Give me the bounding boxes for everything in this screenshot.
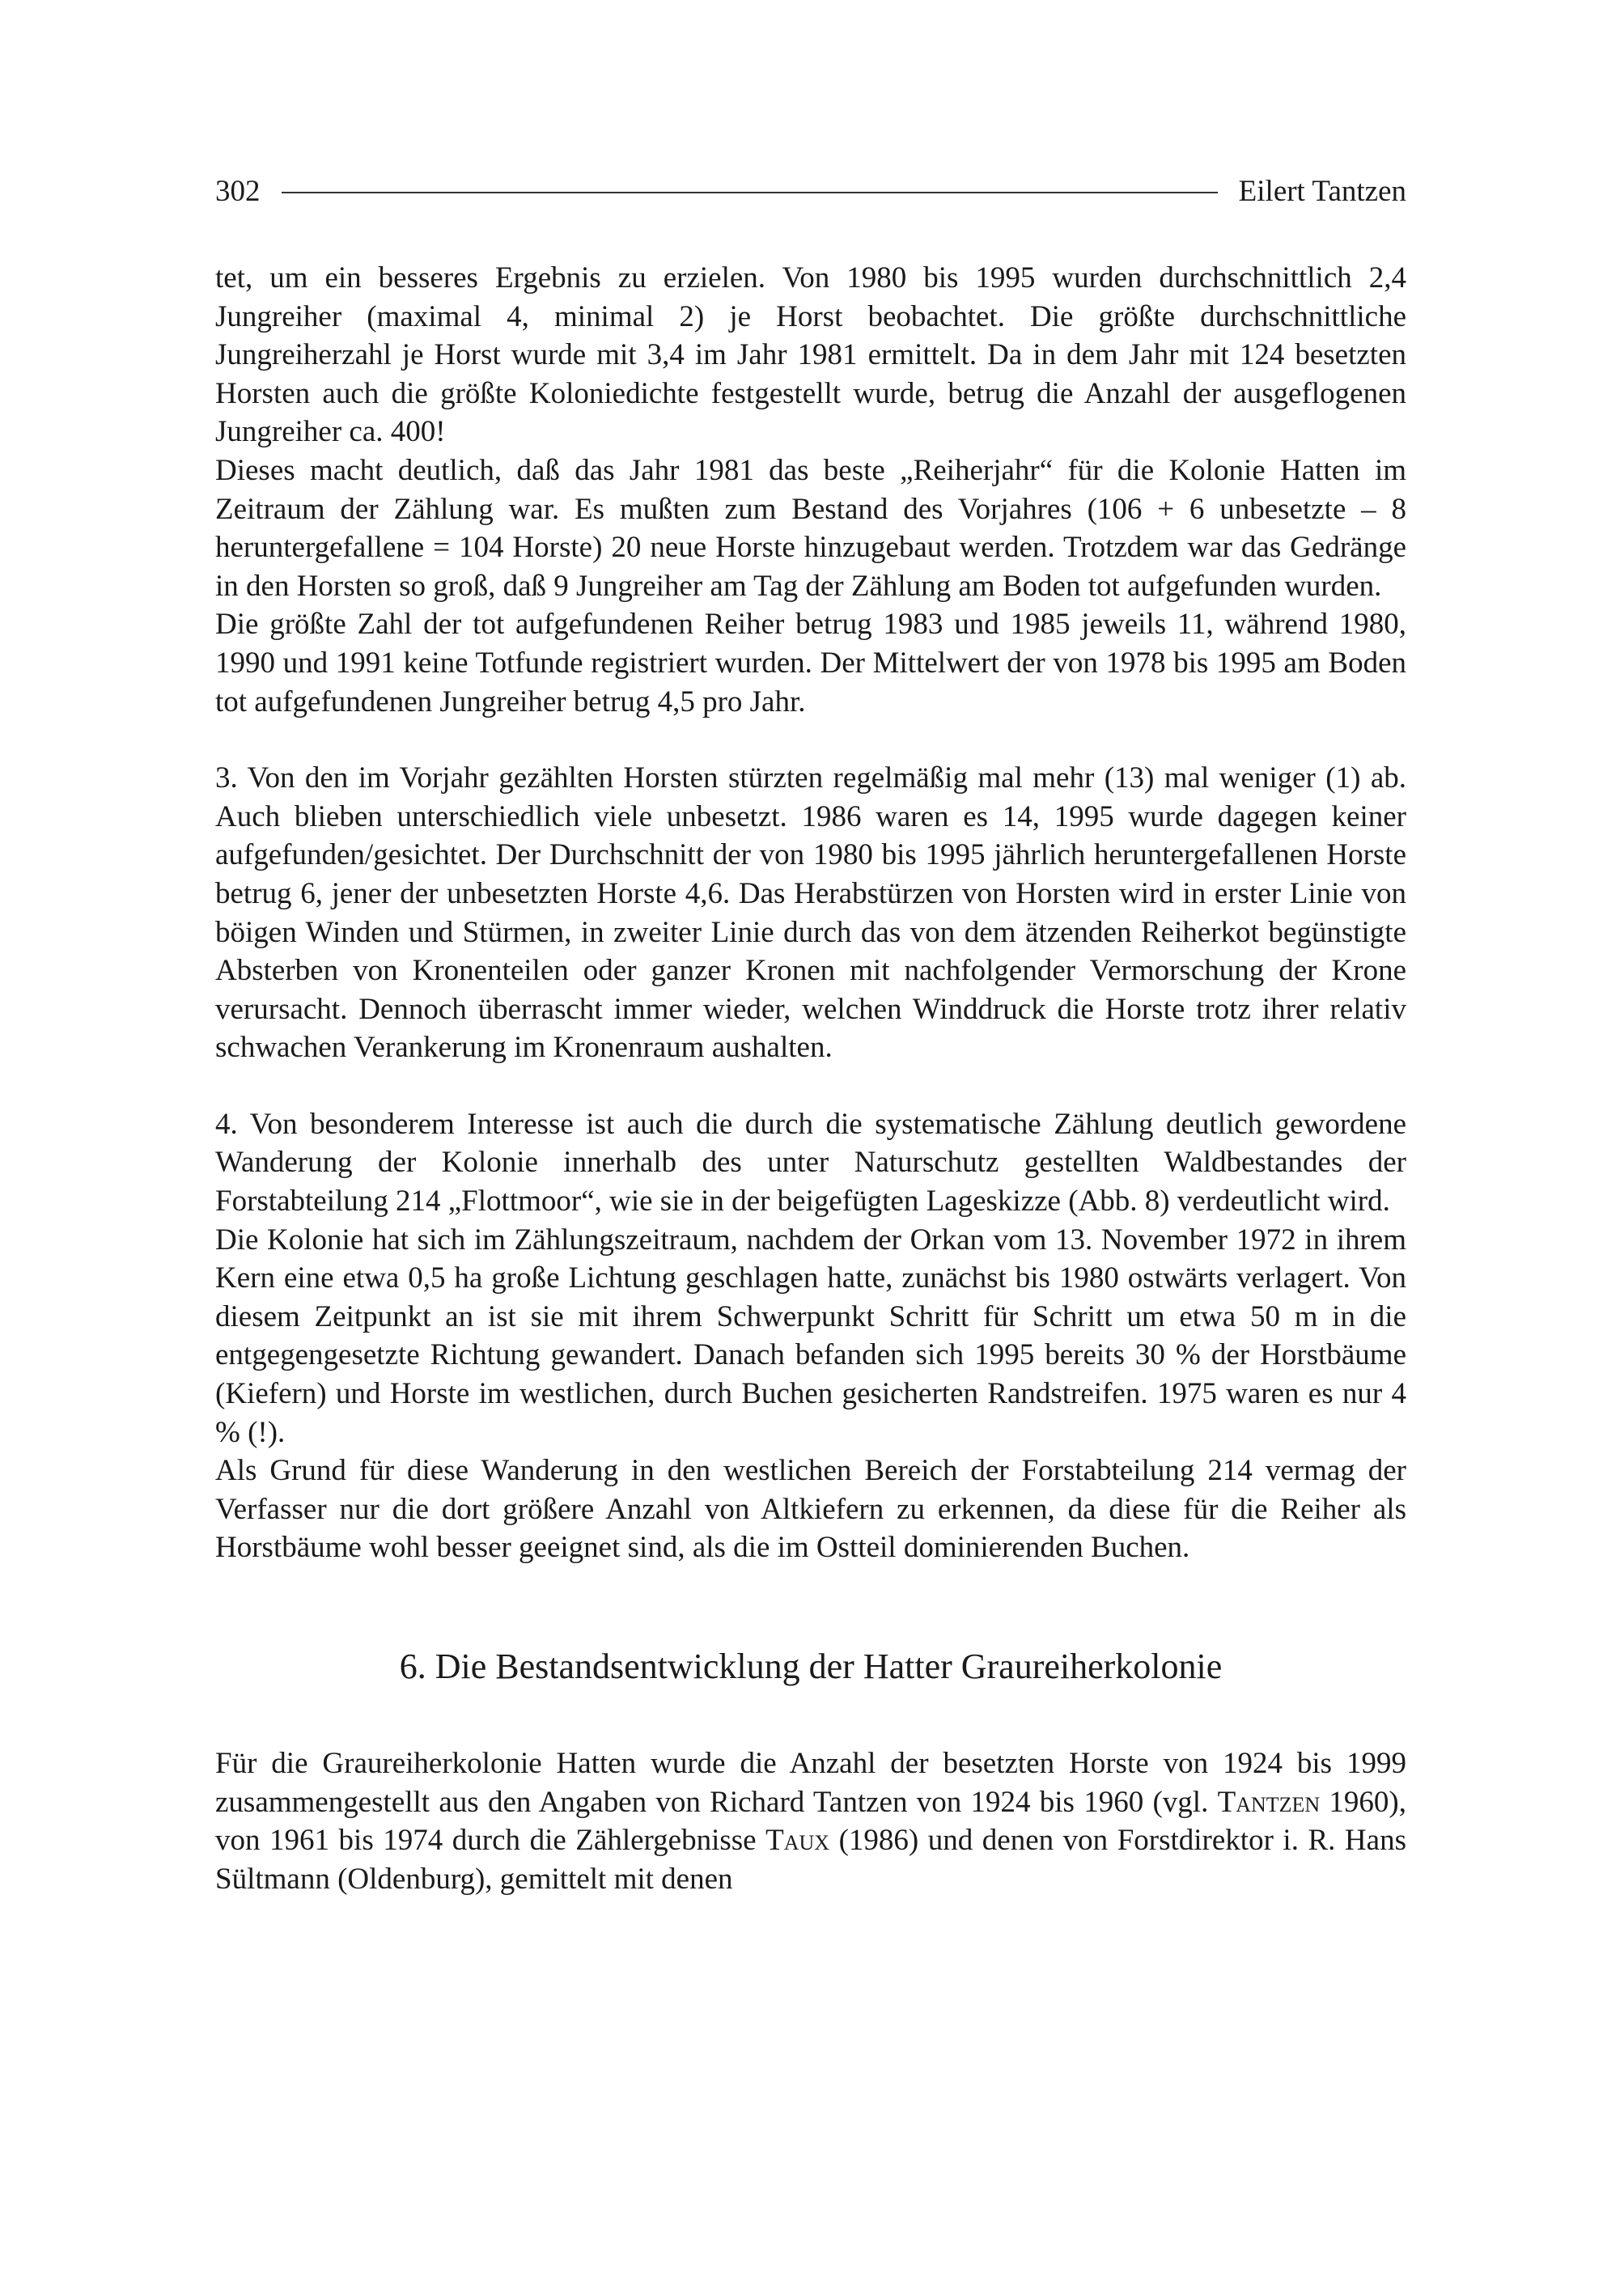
- body-text: [215, 259, 1406, 1898]
- paragraph-point-3: 3. Von den im Vorjahr gezählten Horsten stürzten regelmäßig mal mehr (13) mal weniger (1) ab. Auch blieben unterschiedlich viele unbesetzt. 1986 waren es 14, 1995 wurde dagegen keiner aufgefunden/gesichtet. Der Durchschnitt der von 1980 bis 1995 jährlich heruntergefallenen Horste betrug 6, jener der unbesetzten Horste 4,6. Das Herabstürzen von Horsten wird in erster Linie von böigen Winden und Stürmen, in zweiter Linie durch das von dem ätzenden Reiherkot begünstigte Absterben von Kronenteilen oder ganzer Kronen mit nachfolgender Vermorschung der Krone verursacht. Dennoch überrascht immer wieder, welchen Winddruck die Horste trotz ihrer relativ schwachen Verankerung im Kronenraum aushalten.: [215, 761, 1406, 1065]
- paragraph-6: Als Grund für diese Wanderung in den westlichen Bereich der Forstabteilung 214 vermag der Verfasser nur die dort größere Anzahl von Altkiefern zu erkennen, da diese für die Reiher als Horstbäume wohl besser geeignet sind, als die im Ostteil dominierenden Buchen.: [215, 1454, 1406, 1565]
- paragraph-point-4: 4. Von besonderem Interesse ist auch die durch die systematische Zählung deutlich gewordene Wanderung der Kolonie innerhalb des unter Naturschutz gestellten Waldbestandes der Forstabteilung 214 „Flottmoor“, wie sie in der beigefügten Lageskizze (Abb. 8) verdeutlicht wird.: [215, 1107, 1406, 1219]
- section-heading: 6. Die Bestandsentwicklung der Hatter Graureiherkolonie: [399, 1647, 1223, 1686]
- running-header: [215, 168, 1406, 214]
- page-number: 302: [215, 174, 261, 208]
- running-head-author: Eilert Tantzen: [1238, 174, 1406, 208]
- section-text-3: (1986) und denen von Forstdirektor i. R. Hans Sültmann (Oldenburg), gemittelt mit denen: [215, 1824, 1406, 1896]
- paragraph-5: Die Kolonie hat sich im Zählungszeitraum, nachdem der Orkan vom 13. November 1972 in ihrem Kern eine etwa 0,5 ha große Lichtung geschlagen hatte, zunächst bis 1980 ostwärts verlagert. Von diesem Zeitpunkt an ist sie mit ihrem Schwerpunkt Schritt für Schritt um etwa 50 m in die entgegengesetzte Richtung gewandert. Danach befanden sich 1995 bereits 30 % der Horstbäume (Kiefern) und Horste im westlichen, durch Buchen gesicherten Randstreifen. 1975 waren es nur 4 % (!).: [215, 1223, 1406, 1449]
- header-rule: [282, 192, 1218, 193]
- paragraph-1: tet, um ein besseres Ergebnis zu erzielen. Von 1980 bis 1995 wurden durchschnittlich 2,4 Jungreiher (maximal 4, minimal 2) je Horst beobachtet. Die größte durchschnittliche Jungreiherzahl je Horst wurde mit 3,4 im Jahr 1981 ermittelt. Da in dem Jahr mit 124 besetzten Horsten auch die größte Koloniedichte festgestellt wurde, betrug die Anzahl der ausgeflogenen Jungreiher ca. 400!: [215, 261, 1406, 449]
- section-text-1: Für die Graureiherkolonie Hatten wurde die Anzahl der besetzten Horste von 1924 bis 1999 zusammengestellt aus den Angaben von Richard Tantzen von 1924 bis 1960 (vgl.: [215, 1747, 1406, 1819]
- section-text-2: 1960), von 1961 bis 1974 durch die Zählergebnisse: [215, 1785, 1407, 1858]
- paragraph-2: Dieses macht deutlich, daß das Jahr 1981 das beste „Reiherjahr“ für die Kolonie Hatten im Zeitraum der Zählung war. Es mußten zum Bestand des Vorjahres (106 + 6 unbesetzte – 8 heruntergefallene = 104 Horste) 20 neue Horste hinzugebaut werden. Trotzdem war das Gedränge in den Horsten so groß, daß 9 Jungreiher am Tag der Zählung am Boden tot aufgefunden wurden.: [215, 453, 1406, 603]
- citation-taux: Taux: [765, 1824, 830, 1858]
- paragraph-3: Die größte Zahl der tot aufgefundenen Reiher betrug 1983 und 1985 jeweils 11, während 1980, 1990 und 1991 keine Totfunde registriert wurden. Der Mittelwert der von 1978 bis 1995 am Boden tot aufgefundenen Jungreiher betrug 4,5 pro Jahr.: [215, 608, 1406, 718]
- section-paragraph: [215, 1744, 1406, 1898]
- citation-tantzen: Tantzen: [1217, 1785, 1321, 1819]
